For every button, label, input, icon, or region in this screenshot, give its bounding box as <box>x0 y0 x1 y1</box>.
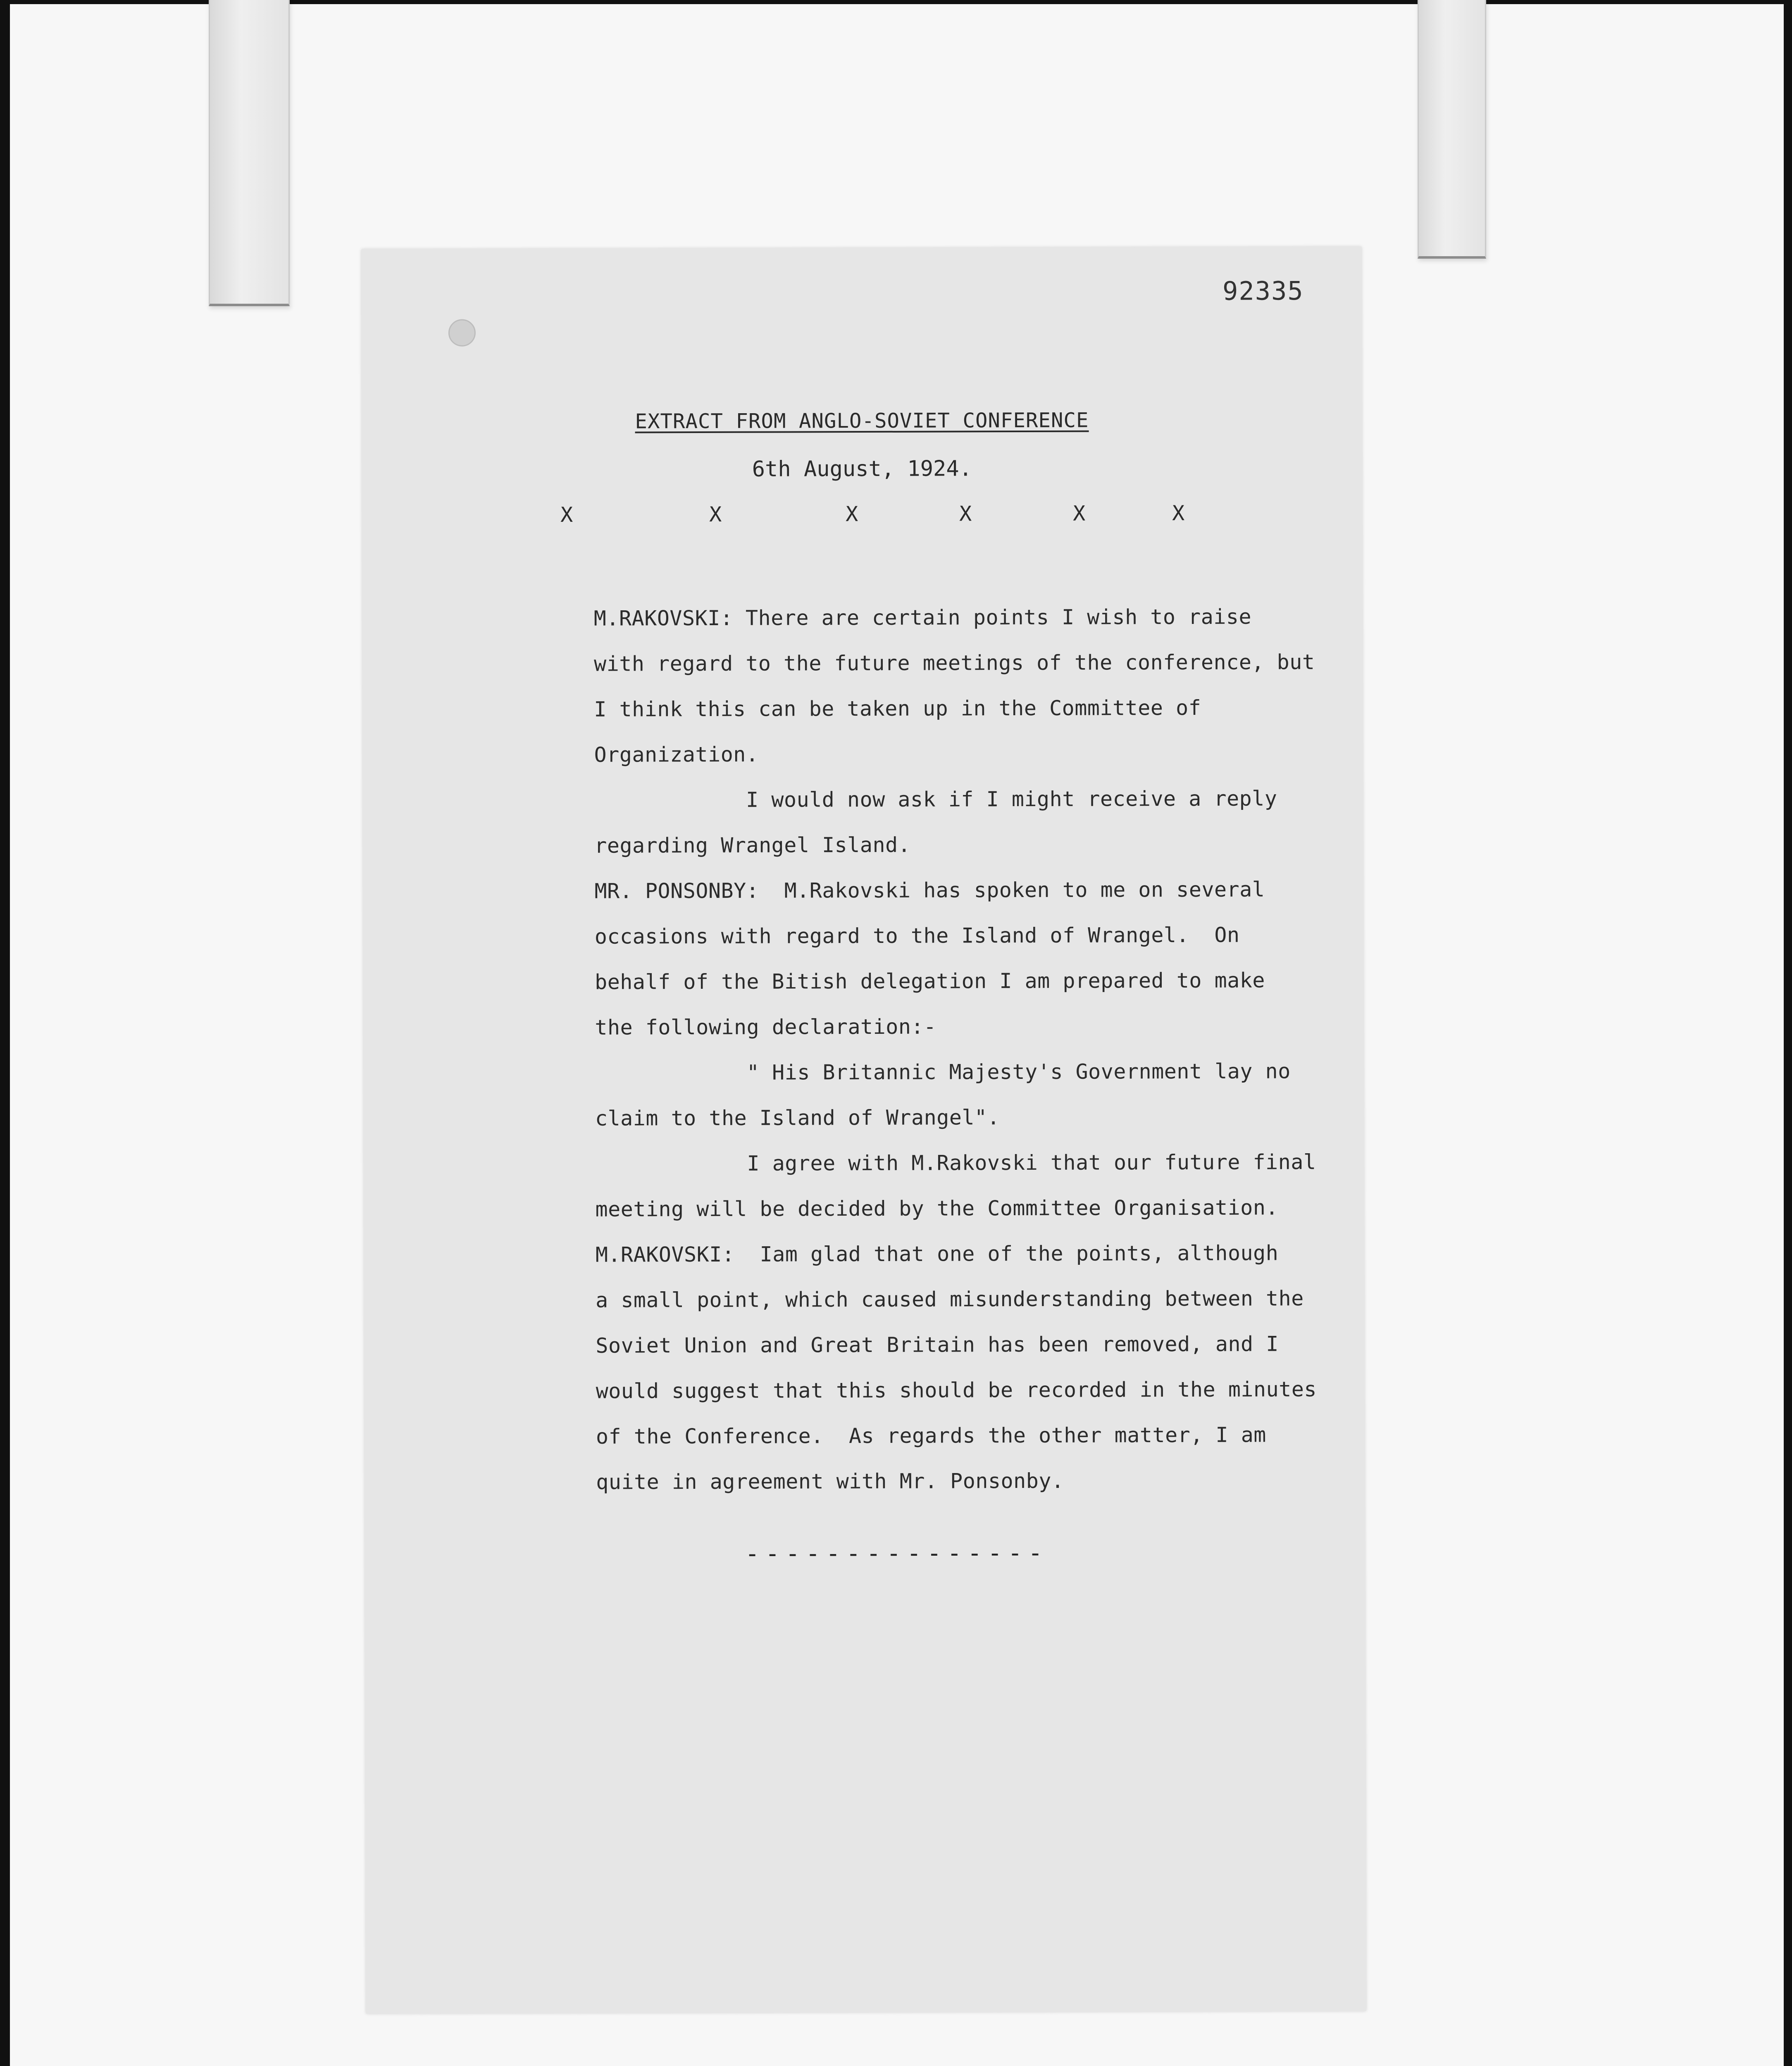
body-line: meeting will be decided by the Committee Organisation. <box>595 1195 1279 1221</box>
body-line: the following declaration:- <box>595 1014 937 1040</box>
body-line: I agree with M.Rakovski that our future final <box>595 1150 1316 1176</box>
document-title: EXTRACT FROM ANGLO-SOVIET CONFERENCE <box>635 408 1089 433</box>
film-border-right <box>1784 0 1792 2066</box>
body-line: a small point, which caused misunderstanding between the <box>595 1286 1304 1312</box>
body-line: of the Conference. As regards the other matter, I am <box>596 1423 1266 1449</box>
body-line: Organization. <box>594 742 759 767</box>
omission-mark: X <box>846 502 858 526</box>
mounting-tape-top-right <box>1418 0 1486 259</box>
omission-mark: X <box>1073 501 1086 526</box>
film-border-left <box>0 0 10 2066</box>
body-line: quite in agreement with Mr. Ponsonby. <box>596 1469 1064 1494</box>
body-line: regarding Wrangel Island. <box>594 833 911 858</box>
body-line: occasions with regard to the Island of Wrangel. On <box>594 923 1240 949</box>
omission-mark: X <box>560 502 573 527</box>
omission-mark: X <box>709 502 722 526</box>
typed-document <box>361 247 1366 2014</box>
punch-hole <box>448 319 476 346</box>
body-line: M.RAKOVSKI: There are certain points I wish to raise <box>593 605 1252 631</box>
body-line: claim to the Island of Wrangel". <box>595 1105 1000 1131</box>
body-line: M.RAKOVSKI: Iam glad that one of the points, although <box>595 1241 1279 1267</box>
body-line: would suggest that this should be recorded in the minutes <box>596 1377 1317 1403</box>
body-line: behalf of the Bitish delegation I am prepared to make <box>594 968 1265 994</box>
body-line: Soviet Union and Great Britain has been removed, and I <box>596 1332 1279 1358</box>
document-number: 92335 <box>1222 276 1304 306</box>
document-body <box>594 594 1340 1505</box>
mounting-tape-top-left <box>209 0 290 306</box>
body-line: MR. PONSONBY: M.Rakovski has spoken to me on several <box>594 877 1265 903</box>
body-line: I would now ask if I might receive a reply <box>594 786 1277 812</box>
omission-mark: X <box>1172 501 1185 526</box>
body-line: with regard to the future meetings of the conference, but <box>593 650 1315 676</box>
body-line: " His Britannic Majesty's Government lay no <box>595 1059 1291 1085</box>
closing-rule: --------------- <box>745 1538 1049 1568</box>
body-line: I think this can be taken up in the Committee of <box>594 695 1201 721</box>
document-date: 6th August, 1924. <box>752 456 972 482</box>
omission-mark: X <box>959 502 972 526</box>
